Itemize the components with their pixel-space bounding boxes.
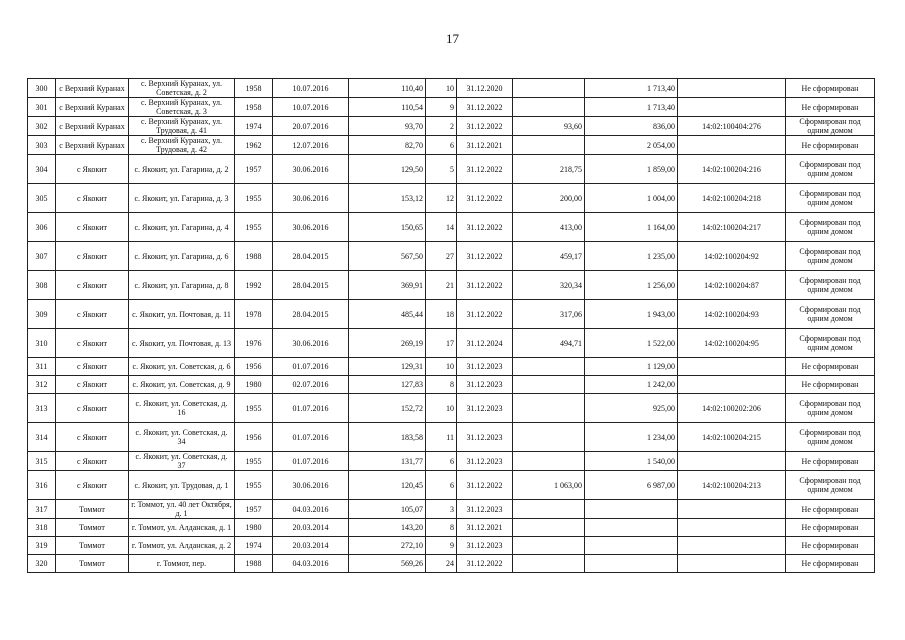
address-cell: с. Якокит, ул. Гагарина, д. 3 bbox=[129, 184, 235, 213]
cadastral-number-cell bbox=[678, 452, 786, 471]
total-amount-cell: 1 242,00 bbox=[585, 376, 678, 394]
amount-cell bbox=[513, 98, 585, 117]
year-built-cell: 1955 bbox=[235, 471, 273, 500]
count-cell: 2 bbox=[426, 117, 457, 136]
amount-cell: 317,06 bbox=[513, 300, 585, 329]
count-cell: 21 bbox=[426, 271, 457, 300]
cadastral-number-cell bbox=[678, 500, 786, 519]
deadline-cell: 31.12.2024 bbox=[457, 329, 513, 358]
address-cell: с. Якокит, ул. Советская, д. 37 bbox=[129, 452, 235, 471]
date-cell: 04.03.2016 bbox=[273, 555, 349, 573]
locality-cell: с Якокит bbox=[56, 423, 129, 452]
count-cell: 9 bbox=[426, 98, 457, 117]
address-cell: с. Якокит, ул. Почтовая, д. 11 bbox=[129, 300, 235, 329]
cadastral-number-cell bbox=[678, 98, 786, 117]
row-number-cell: 319 bbox=[28, 537, 56, 555]
date-cell: 20.07.2016 bbox=[273, 117, 349, 136]
deadline-cell: 31.12.2022 bbox=[457, 300, 513, 329]
locality-cell: с Якокит bbox=[56, 155, 129, 184]
count-cell: 6 bbox=[426, 471, 457, 500]
locality-cell: Томмот bbox=[56, 500, 129, 519]
table-row bbox=[28, 79, 875, 98]
table-row bbox=[28, 300, 875, 329]
amount-cell bbox=[513, 423, 585, 452]
address-cell: с. Якокит, ул. Гагарина, д. 4 bbox=[129, 213, 235, 242]
cadastral-number-cell: 14:02:100204:217 bbox=[678, 213, 786, 242]
row-number-cell: 303 bbox=[28, 136, 56, 155]
date-cell: 20.03.2014 bbox=[273, 537, 349, 555]
deadline-cell: 31.12.2022 bbox=[457, 117, 513, 136]
amount-cell: 218,75 bbox=[513, 155, 585, 184]
count-cell: 18 bbox=[426, 300, 457, 329]
cadastral-number-cell bbox=[678, 537, 786, 555]
year-built-cell: 1980 bbox=[235, 519, 273, 537]
area-cell: 272,10 bbox=[349, 537, 426, 555]
locality-cell: с Якокит bbox=[56, 271, 129, 300]
land-status-cell: Сформирован под одним домом bbox=[786, 271, 875, 300]
count-cell: 24 bbox=[426, 555, 457, 573]
year-built-cell: 1955 bbox=[235, 452, 273, 471]
deadline-cell: 31.12.2022 bbox=[457, 184, 513, 213]
area-cell: 152,72 bbox=[349, 394, 426, 423]
area-cell: 93,70 bbox=[349, 117, 426, 136]
page-number: 17 bbox=[446, 31, 459, 46]
deadline-cell: 31.12.2023 bbox=[457, 358, 513, 376]
count-cell: 12 bbox=[426, 184, 457, 213]
year-built-cell: 1958 bbox=[235, 98, 273, 117]
deadline-cell: 31.12.2022 bbox=[457, 555, 513, 573]
cadastral-number-cell: 14:02:100204:218 bbox=[678, 184, 786, 213]
total-amount-cell: 1 164,00 bbox=[585, 213, 678, 242]
land-status-cell: Сформирован под одним домом bbox=[786, 242, 875, 271]
table-body bbox=[28, 79, 875, 573]
address-cell: с. Верхний Куранах, ул. Советская, д. 3 bbox=[129, 98, 235, 117]
total-amount-cell: 1 129,00 bbox=[585, 358, 678, 376]
locality-cell: с Верхний Куранах bbox=[56, 136, 129, 155]
land-status-cell: Не сформирован bbox=[786, 452, 875, 471]
row-number-cell: 301 bbox=[28, 98, 56, 117]
amount-cell bbox=[513, 519, 585, 537]
land-status-cell: Не сформирован bbox=[786, 136, 875, 155]
area-cell: 129,50 bbox=[349, 155, 426, 184]
cadastral-number-cell: 14:02:100204:95 bbox=[678, 329, 786, 358]
deadline-cell: 31.12.2022 bbox=[457, 98, 513, 117]
deadline-cell: 31.12.2022 bbox=[457, 155, 513, 184]
table-row bbox=[28, 452, 875, 471]
area-cell: 485,44 bbox=[349, 300, 426, 329]
amount-cell bbox=[513, 376, 585, 394]
count-cell: 9 bbox=[426, 537, 457, 555]
table-row bbox=[28, 394, 875, 423]
year-built-cell: 1957 bbox=[235, 500, 273, 519]
row-number-cell: 311 bbox=[28, 358, 56, 376]
area-cell: 153,12 bbox=[349, 184, 426, 213]
year-built-cell: 1962 bbox=[235, 136, 273, 155]
deadline-cell: 31.12.2022 bbox=[457, 471, 513, 500]
date-cell: 20.03.2014 bbox=[273, 519, 349, 537]
deadline-cell: 31.12.2023 bbox=[457, 376, 513, 394]
total-amount-cell: 1 522,00 bbox=[585, 329, 678, 358]
date-cell: 30.06.2016 bbox=[273, 213, 349, 242]
locality-cell: с Якокит bbox=[56, 394, 129, 423]
table-row bbox=[28, 117, 875, 136]
address-cell: с. Верхний Куранах, ул. Трудовая, д. 41 bbox=[129, 117, 235, 136]
address-cell: г. Томмот, ул. Алданская, д. 1 bbox=[129, 519, 235, 537]
year-built-cell: 1956 bbox=[235, 423, 273, 452]
total-amount-cell: 1 859,00 bbox=[585, 155, 678, 184]
cadastral-number-cell: 14:02:100204:87 bbox=[678, 271, 786, 300]
land-status-cell: Не сформирован bbox=[786, 500, 875, 519]
year-built-cell: 1974 bbox=[235, 537, 273, 555]
address-cell: с. Якокит, ул. Почтовая, д. 13 bbox=[129, 329, 235, 358]
cadastral-number-cell bbox=[678, 376, 786, 394]
year-built-cell: 1955 bbox=[235, 213, 273, 242]
table-row bbox=[28, 136, 875, 155]
deadline-cell: 31.12.2023 bbox=[457, 452, 513, 471]
land-status-cell: Не сформирован bbox=[786, 358, 875, 376]
locality-cell: с Верхний Куранах bbox=[56, 98, 129, 117]
area-cell: 105,07 bbox=[349, 500, 426, 519]
amount-cell: 459,17 bbox=[513, 242, 585, 271]
table-row bbox=[28, 271, 875, 300]
date-cell: 30.06.2016 bbox=[273, 471, 349, 500]
count-cell: 10 bbox=[426, 394, 457, 423]
count-cell: 6 bbox=[426, 452, 457, 471]
area-cell: 131,77 bbox=[349, 452, 426, 471]
total-amount-cell bbox=[585, 519, 678, 537]
table-row bbox=[28, 213, 875, 242]
housing-registry-table bbox=[27, 78, 875, 573]
amount-cell: 1 063,00 bbox=[513, 471, 585, 500]
cadastral-number-cell: 14:02:100204:92 bbox=[678, 242, 786, 271]
land-status-cell: Сформирован под одним домом bbox=[786, 155, 875, 184]
date-cell: 01.07.2016 bbox=[273, 394, 349, 423]
land-status-cell: Не сформирован bbox=[786, 555, 875, 573]
year-built-cell: 1955 bbox=[235, 184, 273, 213]
date-cell: 10.07.2016 bbox=[273, 98, 349, 117]
area-cell: 82,70 bbox=[349, 136, 426, 155]
count-cell: 10 bbox=[426, 358, 457, 376]
area-cell: 269,19 bbox=[349, 329, 426, 358]
land-status-cell: Сформирован под одним домом bbox=[786, 471, 875, 500]
date-cell: 12.07.2016 bbox=[273, 136, 349, 155]
date-cell: 04.03.2016 bbox=[273, 500, 349, 519]
table-row bbox=[28, 329, 875, 358]
address-cell: с. Якокит, ул. Советская, д. 9 bbox=[129, 376, 235, 394]
cadastral-number-cell: 14:02:100204:216 bbox=[678, 155, 786, 184]
area-cell: 120,45 bbox=[349, 471, 426, 500]
cadastral-number-cell: 14:02:100202:206 bbox=[678, 394, 786, 423]
table-row bbox=[28, 500, 875, 519]
amount-cell: 93,60 bbox=[513, 117, 585, 136]
deadline-cell: 31.12.2020 bbox=[457, 79, 513, 98]
row-number-cell: 314 bbox=[28, 423, 56, 452]
row-number-cell: 308 bbox=[28, 271, 56, 300]
year-built-cell: 1974 bbox=[235, 117, 273, 136]
deadline-cell: 31.12.2023 bbox=[457, 423, 513, 452]
land-status-cell: Сформирован под одним домом bbox=[786, 329, 875, 358]
deadline-cell: 31.12.2023 bbox=[457, 500, 513, 519]
land-status-cell: Сформирован под одним домом bbox=[786, 213, 875, 242]
row-number-cell: 316 bbox=[28, 471, 56, 500]
row-number-cell: 320 bbox=[28, 555, 56, 573]
count-cell: 8 bbox=[426, 519, 457, 537]
total-amount-cell: 1 256,00 bbox=[585, 271, 678, 300]
table-row bbox=[28, 358, 875, 376]
year-built-cell: 1956 bbox=[235, 358, 273, 376]
address-cell: с. Верхний Куранах, ул. Трудовая, д. 42 bbox=[129, 136, 235, 155]
land-status-cell: Не сформирован bbox=[786, 98, 875, 117]
date-cell: 30.06.2016 bbox=[273, 184, 349, 213]
total-amount-cell: 1 004,00 bbox=[585, 184, 678, 213]
land-status-cell: Не сформирован bbox=[786, 376, 875, 394]
count-cell: 11 bbox=[426, 423, 457, 452]
locality-cell: с Якокит bbox=[56, 376, 129, 394]
address-cell: с. Якокит, ул. Советская, д. 16 bbox=[129, 394, 235, 423]
area-cell: 369,91 bbox=[349, 271, 426, 300]
table-row bbox=[28, 98, 875, 117]
count-cell: 27 bbox=[426, 242, 457, 271]
locality-cell: с Якокит bbox=[56, 242, 129, 271]
date-cell: 01.07.2016 bbox=[273, 423, 349, 452]
amount-cell: 494,71 bbox=[513, 329, 585, 358]
amount-cell bbox=[513, 452, 585, 471]
year-built-cell: 1957 bbox=[235, 155, 273, 184]
area-cell: 143,20 bbox=[349, 519, 426, 537]
amount-cell: 320,34 bbox=[513, 271, 585, 300]
row-number-cell: 318 bbox=[28, 519, 56, 537]
amount-cell bbox=[513, 555, 585, 573]
table-row bbox=[28, 519, 875, 537]
row-number-cell: 307 bbox=[28, 242, 56, 271]
address-cell: с. Якокит, ул. Трудовая, д. 1 bbox=[129, 471, 235, 500]
area-cell: 183,58 bbox=[349, 423, 426, 452]
cadastral-number-cell bbox=[678, 555, 786, 573]
row-number-cell: 302 bbox=[28, 117, 56, 136]
deadline-cell: 31.12.2022 bbox=[457, 271, 513, 300]
locality-cell: с Якокит bbox=[56, 213, 129, 242]
year-built-cell: 1980 bbox=[235, 376, 273, 394]
deadline-cell: 31.12.2023 bbox=[457, 537, 513, 555]
cadastral-number-cell bbox=[678, 136, 786, 155]
land-status-cell: Сформирован под одним домом bbox=[786, 423, 875, 452]
address-cell: с. Якокит, ул. Советская, д. 34 bbox=[129, 423, 235, 452]
cadastral-number-cell: 14:02:100204:213 bbox=[678, 471, 786, 500]
amount-cell: 413,00 bbox=[513, 213, 585, 242]
date-cell: 01.07.2016 bbox=[273, 452, 349, 471]
land-status-cell: Сформирован под одним домом bbox=[786, 117, 875, 136]
total-amount-cell: 1 943,00 bbox=[585, 300, 678, 329]
year-built-cell: 1976 bbox=[235, 329, 273, 358]
count-cell: 17 bbox=[426, 329, 457, 358]
locality-cell: Томмот bbox=[56, 537, 129, 555]
locality-cell: с Якокит bbox=[56, 329, 129, 358]
count-cell: 14 bbox=[426, 213, 457, 242]
total-amount-cell: 836,00 bbox=[585, 117, 678, 136]
land-status-cell: Сформирован под одним домом bbox=[786, 394, 875, 423]
row-number-cell: 315 bbox=[28, 452, 56, 471]
row-number-cell: 305 bbox=[28, 184, 56, 213]
area-cell: 129,31 bbox=[349, 358, 426, 376]
area-cell: 567,50 bbox=[349, 242, 426, 271]
cadastral-number-cell: 14:02:100204:215 bbox=[678, 423, 786, 452]
row-number-cell: 306 bbox=[28, 213, 56, 242]
date-cell: 30.06.2016 bbox=[273, 329, 349, 358]
amount-cell bbox=[513, 537, 585, 555]
date-cell: 30.06.2016 bbox=[273, 155, 349, 184]
locality-cell: Томмот bbox=[56, 555, 129, 573]
total-amount-cell bbox=[585, 555, 678, 573]
table-row bbox=[28, 155, 875, 184]
deadline-cell: 31.12.2023 bbox=[457, 394, 513, 423]
area-cell: 110,40 bbox=[349, 79, 426, 98]
count-cell: 3 bbox=[426, 500, 457, 519]
cadastral-number-cell bbox=[678, 358, 786, 376]
deadline-cell: 31.12.2021 bbox=[457, 519, 513, 537]
amount-cell bbox=[513, 136, 585, 155]
table-row bbox=[28, 423, 875, 452]
locality-cell: с Якокит bbox=[56, 452, 129, 471]
land-status-cell: Сформирован под одним домом bbox=[786, 300, 875, 329]
row-number-cell: 309 bbox=[28, 300, 56, 329]
table-row bbox=[28, 242, 875, 271]
address-cell: с. Якокит, ул. Гагарина, д. 8 bbox=[129, 271, 235, 300]
table-row bbox=[28, 555, 875, 573]
address-cell: г. Томмот, пер. bbox=[129, 555, 235, 573]
table-row bbox=[28, 184, 875, 213]
amount-cell bbox=[513, 500, 585, 519]
address-cell: г. Томмот, ул. Алданская, д. 2 bbox=[129, 537, 235, 555]
land-status-cell: Не сформирован bbox=[786, 519, 875, 537]
row-number-cell: 317 bbox=[28, 500, 56, 519]
date-cell: 10.07.2016 bbox=[273, 79, 349, 98]
deadline-cell: 31.12.2022 bbox=[457, 213, 513, 242]
date-cell: 28.04.2015 bbox=[273, 300, 349, 329]
amount-cell bbox=[513, 394, 585, 423]
date-cell: 28.04.2015 bbox=[273, 242, 349, 271]
locality-cell: с Якокит bbox=[56, 358, 129, 376]
total-amount-cell: 1 234,00 bbox=[585, 423, 678, 452]
locality-cell: с Якокит bbox=[56, 184, 129, 213]
row-number-cell: 300 bbox=[28, 79, 56, 98]
area-cell: 150,65 bbox=[349, 213, 426, 242]
address-cell: с. Якокит, ул. Гагарина, д. 2 bbox=[129, 155, 235, 184]
address-cell: с. Верхний Куранах, ул. Советская, д. 2 bbox=[129, 79, 235, 98]
area-cell: 110,54 bbox=[349, 98, 426, 117]
total-amount-cell: 2 054,00 bbox=[585, 136, 678, 155]
row-number-cell: 312 bbox=[28, 376, 56, 394]
address-cell: г. Томмот, ул. 40 лет Октября, д. 1 bbox=[129, 500, 235, 519]
deadline-cell: 31.12.2022 bbox=[457, 242, 513, 271]
total-amount-cell: 1 713,40 bbox=[585, 98, 678, 117]
total-amount-cell: 1 540,00 bbox=[585, 452, 678, 471]
locality-cell: с Верхний Куранах bbox=[56, 79, 129, 98]
amount-cell: 200,00 bbox=[513, 184, 585, 213]
locality-cell: с Якокит bbox=[56, 300, 129, 329]
cadastral-number-cell: 14:02:100204:93 bbox=[678, 300, 786, 329]
cadastral-number-cell: 14:02:100404:276 bbox=[678, 117, 786, 136]
table-row bbox=[28, 537, 875, 555]
total-amount-cell: 1 235,00 bbox=[585, 242, 678, 271]
address-cell: с. Якокит, ул. Советская, д. 6 bbox=[129, 358, 235, 376]
cadastral-number-cell bbox=[678, 79, 786, 98]
area-cell: 569,26 bbox=[349, 555, 426, 573]
year-built-cell: 1978 bbox=[235, 300, 273, 329]
address-cell: с. Якокит, ул. Гагарина, д. 6 bbox=[129, 242, 235, 271]
land-status-cell: Не сформирован bbox=[786, 79, 875, 98]
year-built-cell: 1958 bbox=[235, 79, 273, 98]
locality-cell: с Якокит bbox=[56, 471, 129, 500]
year-built-cell: 1992 bbox=[235, 271, 273, 300]
area-cell: 127,83 bbox=[349, 376, 426, 394]
locality-cell: с Верхний Куранах bbox=[56, 117, 129, 136]
total-amount-cell bbox=[585, 500, 678, 519]
date-cell: 01.07.2016 bbox=[273, 358, 349, 376]
total-amount-cell: 1 713,40 bbox=[585, 79, 678, 98]
date-cell: 28.04.2015 bbox=[273, 271, 349, 300]
row-number-cell: 304 bbox=[28, 155, 56, 184]
count-cell: 8 bbox=[426, 376, 457, 394]
total-amount-cell bbox=[585, 537, 678, 555]
row-number-cell: 313 bbox=[28, 394, 56, 423]
deadline-cell: 31.12.2021 bbox=[457, 136, 513, 155]
total-amount-cell: 925,00 bbox=[585, 394, 678, 423]
land-status-cell: Не сформирован bbox=[786, 537, 875, 555]
count-cell: 10 bbox=[426, 79, 457, 98]
year-built-cell: 1955 bbox=[235, 394, 273, 423]
amount-cell bbox=[513, 358, 585, 376]
cadastral-number-cell bbox=[678, 519, 786, 537]
year-built-cell: 1988 bbox=[235, 242, 273, 271]
row-number-cell: 310 bbox=[28, 329, 56, 358]
year-built-cell: 1988 bbox=[235, 555, 273, 573]
count-cell: 5 bbox=[426, 155, 457, 184]
amount-cell bbox=[513, 79, 585, 98]
count-cell: 6 bbox=[426, 136, 457, 155]
table-row bbox=[28, 376, 875, 394]
locality-cell: Томмот bbox=[56, 519, 129, 537]
land-status-cell: Сформирован под одним домом bbox=[786, 184, 875, 213]
date-cell: 02.07.2016 bbox=[273, 376, 349, 394]
table-row bbox=[28, 471, 875, 500]
total-amount-cell: 6 987,00 bbox=[585, 471, 678, 500]
